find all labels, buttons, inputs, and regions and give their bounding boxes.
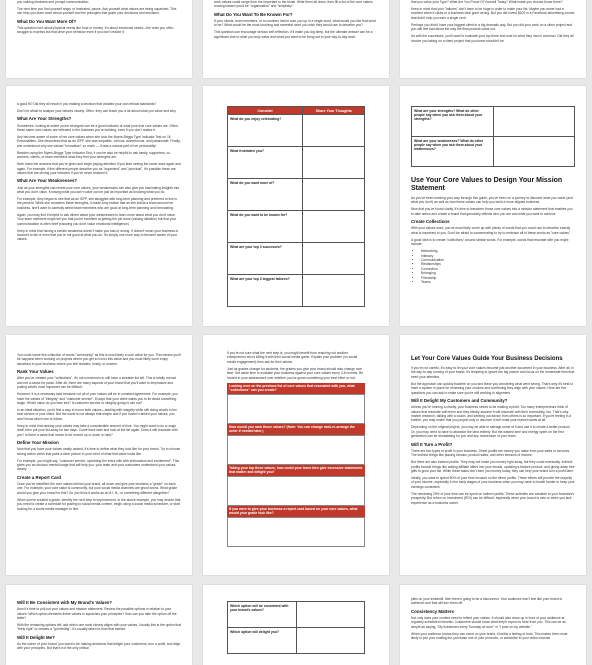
text: Keep in mind that your "failures" don't have to be huge in order to make your list. Maybe you never had a moment when it clicks or a business deal gone wrong. But you did invest $200 in a Facebook advertising course that didn't help you earn a single cent. (411, 7, 575, 20)
text: Any become aware of some of her core values when she took the Myers-Briggs Type Indicator Test on 16 Personalities. She discovered that as an ISFP, she was empathic, curious, adventurous, and passionate. Finally, she understood why she valued "innovation" so much — it was a natural part of her personality! (17, 135, 181, 148)
text: Again, you may find it helpful to ask others about your weaknesses to learn more about what you don't value. Your team members might tell you that you're excellent at getting the job done (valuing initiative) but that your communication is often brief (showing you don't value emotional intelligence). (17, 212, 177, 226)
text: a good fit? Did they all result in you making a decision that violated your own ethical standards? (17, 102, 157, 106)
text: work values could range from the important to the trivial. Write them all down, then fill a list of the core values moving toward you'd be "organization" and "simplicity." (214, 0, 373, 9)
text: With the remaining options left, ask which one most closely aligns with your values. Usually this is the option that "feels right" or creates a "gut feeling". It's usually taken to trust that instinct. (17, 623, 182, 632)
page-12 (400, 585, 586, 665)
text: that you value your Type? What Are You Proud Of Yourself Today? What made you choose those three? (411, 0, 563, 4)
text: Besides using the Myers-Briggs Type Indicator Test, it can be also be helpful to ask family, supporters, co-workers, clients, or team members what they feel your strengths are. (17, 150, 172, 160)
text: As you've been working your way through this guide, you've been on a journey to discover what you value (and what you don't) as well as how these values can help you build a more aligned business. (411, 196, 573, 205)
page-4 (6, 86, 192, 326)
answer-field[interactable] (303, 243, 365, 275)
text: If your clients, team members, or co-workers had to sum you up in a single word, what would you like that word to be? What would be the most touching and sweetest word you wish they would use to describe you? (214, 19, 376, 28)
question: What are your top 3 successes? (228, 243, 303, 275)
answer-field[interactable] (296, 602, 365, 628)
text: With your values work, you've most likely come up with plenty of words that you could use to describe exactly what is important to you. Don't be afraid to concentrating to try to embrace all of these words as "core values". (411, 226, 572, 235)
text: You could name this collection of words "community" as this is most likely a core value for you. This means you'll be happiest when working on projects where you get to honor this value and you most likely won't enjoy situations in your business where you feel isolated, lonely, or unseen. (17, 353, 181, 366)
section-title: Use Your Core Values to Design Your Mission Statement (411, 177, 563, 192)
answer-field[interactable] (227, 476, 365, 506)
text: There are two types of profit in your business. Direct profits are money you make from your sales or services. The indirect things like placing ebooks, product sales, and other streams of income. (411, 448, 571, 458)
list-item: • Teams (421, 280, 575, 284)
answer-field[interactable] (493, 137, 575, 167)
worksheet-table (227, 106, 365, 307)
text: Just as grades change for students, the grades you give your brand should also change over time. Set aside time to evaluate your business against your core values every 3-6 months. Be honest in your assessment over whether you've grown something your best effort or not. (227, 366, 364, 380)
question: What frustrates you? (228, 147, 303, 179)
text: As the owner of your brand, you want to be making decisions that delight your customers, turn a profit, and align with your principles. But that's not the only critical (17, 642, 181, 651)
text: After you've created your "collections", it's not uncommon to still have a sizeable list left. This is totally normal and not a cause for panic. After all, there are many aspects of your brand that you'll want to emphasize and putting what's most important can be difficult. (17, 376, 176, 390)
text: If you're not sure what the next step is, you might benefit from reaching out another entrepreneur who's killing it with their social media game. Explain your problem (no social media engagement) then ask for their advice. (227, 351, 358, 364)
text: Perhaps you didn't have your biggest client in a big dramatic way. But you did your work on a client project and you still feel bad about the way the final product came out. (411, 22, 573, 32)
answer-field[interactable] (227, 435, 365, 465)
text: A good idea is to create "collections" around similar words. For example, words that resonate with you might include: (411, 237, 569, 247)
text: If you're not careful, it's easy to let your core values become just another document in your business. After all, in the day-to-day running of your brand, it's tempting to ignore the big picture and focus on the immediate fires that need your attention. (411, 366, 575, 379)
page-7 (6, 335, 192, 575)
text: Ideally, you want to spend 80% of your time focused on the direct profits. These efforts will provide the majority of your income, especially in the early stages of your business when you may have to hustle harder to keep your earnings consistent. (411, 476, 575, 489)
text: Keep in mind that ranking your values may take a considerable amount of time. You might want to do a rough draft, then put your list away for two days. Come back later and look at the list again. Does it still resonate with you? Is there a value that needs to be moved up or down in rank? (17, 423, 178, 437)
text: Once you've identified the core values behind your brand, all down and give your business a "grade" on each one. For example, your core value is community, but your social media channels are ghost towns. What grade would you give your brand for this? Do you think it works as an A+, B-, or something different altogether? (17, 482, 178, 495)
page-11 (203, 585, 389, 665)
text: Keep in mind that having a certain weakness doesn't make you bad or wrong. It doesn't mean your business is doomed to fail or even that you're not good at what you do. It's simply one more way to become aware of your values. (17, 228, 179, 242)
text: However, it is a necessary task because not all of your values will be in constant agreement. For example, you have the values of "integrity" and "customer service". Except that your client wants you to lie about something tragic. Which value do you lean into? Is customer service or integrity going to win out? (17, 392, 178, 406)
text: This question isn't about physical needs like food or money. It's about emotional needs—the ones you often struggle to express but that drive your behavior even if you don't realize it. (17, 26, 174, 35)
list-item: • Networking (421, 249, 575, 253)
question: Which option will delight you? (228, 628, 297, 654)
heading: What Are Your Weaknesses? (17, 178, 78, 184)
heading: Will It Delight Me? (17, 634, 55, 640)
answer-field[interactable] (303, 211, 365, 243)
text: Depending on the original project, you may be able to salvage some of it and use it to create a better product. Or, you may need to have to abandon the idea entirely. But the wasted time and energy spent on the first generation can be devastating for you and any momentum of your team. (411, 425, 571, 439)
text: When your audience knows they can count on your brand, it builds a feeling of trust. This makes them most likely to join your mailing list, purchase one of your products, or subscribe to your video channel. (411, 631, 568, 641)
heading: Rank Your Values (17, 369, 54, 375)
text: Not only does your content need to reflect your values. It should also show up in front of your audience at regularly scheduled intervals. Customers should know what they'll expect to hear from you. This can be as simple as saying, "My livestream every Tuesday at noon" or "I post on my website." (411, 616, 566, 629)
page-10 (6, 585, 192, 665)
text: you valuing kindness and prompt communication. (17, 0, 90, 4)
text: But there are also indirect profits. They may not make you money right away, but they could eventually. Indirect profits include things like adding affiliate offers into your emails, updating a feature product, and giving away free gifts to grow your list. While these tasks don't earn you money today, they can help your brand turn a profit later. (411, 460, 575, 474)
worksheet-prompt: If you were to give your business a report card based on your core values, what would your grade look like? (227, 506, 365, 517)
question: What do you enjoy celebrating? (228, 115, 303, 147)
list-item: • Connection (421, 267, 575, 271)
section-title: Let Your Core Values Guide Your Business Decisions (411, 356, 563, 362)
text: Note down the answers that you're given and begin paying attention if you start seeing the same word again and again. For example, if five different people describe you as "organized" and "punctual", it's possible these are values that are driving your behavior if you've never realized it. (17, 162, 181, 176)
text: The next time you find yourself angry or frustrated, pause. Ask yourself what values are being squashed. This can help you learn more about yourself and the principles that guide your decisions and emotions. (17, 7, 177, 16)
text: Sometimes, looking at where you're strongest can be a good indicator of what your true core values are. Often, these same core values are reflected in the business you're building, even if you don't realize it. (17, 123, 179, 132)
text: In an ideal situation, you'd find a way to honor both values—leading with integrity while still doing what's in the best service of your client. But the world is not always that simple and if you haven't ranked your values, you won't know which one to follow. (17, 408, 177, 421)
column-header: Share Your Thoughts (303, 107, 365, 115)
list-item: • Communication (421, 258, 575, 262)
worksheet-prompt: Taking your top three values, how could your team then give excessive statements that matter and delight you? (227, 465, 365, 476)
text: This question can encourage serious self-reflection. It'll make you dig deep, but the ultimate answer can be a significant clue to what you truly value and what you want to be living out in your day-to-day work. (214, 30, 373, 39)
heading: Define Your Mission (17, 440, 59, 446)
worksheet-prompt: Looking over on the previous list of core values that resonated with you, what "collections" can you create? (227, 383, 365, 394)
worksheet-table (227, 601, 365, 654)
page-5 (203, 86, 389, 326)
worksheet-table (411, 106, 575, 167)
text: Now that you have your values neatly ranked, it's time to define what they look like for your brand. Try to choose strong action verbs that paint a clear picture in your mind of what that value looks like. (17, 447, 181, 456)
page-3 (400, 0, 586, 78)
page-9 (400, 335, 586, 575)
text: For example, Amy began to see that as an ISFP, she struggled with long-term planning and preferred to live in the present. While she considers these strengths, it made Amy realize that as she builds a team around her business, she'll want to carefully select team members who are good at long-term planning and forecasting. (17, 197, 178, 210)
answer-field[interactable] (493, 107, 575, 137)
text: As with the successes, you'll want to evaluate your top three and look for what they had in common. Did they all involve you taking on a client project that you knew shouldn't be (411, 34, 574, 43)
text: For example, you might say, "customer service, upholding the extra mile with enthusiasm and excitement". This gives you an obvious mental image that will help you, your team and your customers understand your values clearly. (17, 458, 180, 472)
answer-field[interactable] (296, 628, 365, 654)
heading: Will It Be Consistent with My Brand's Values? (17, 600, 112, 605)
answer-field[interactable] (303, 147, 365, 179)
text: Just as your strengths can reveal your core values, your weaknesses can also give you fascinating insights into what you don't value. Knowing what you don't value can be just as important as knowing what you do. (17, 185, 180, 195)
answer-field[interactable] (227, 517, 365, 547)
page-8 (203, 335, 389, 575)
list-item: • Belonging (421, 271, 575, 275)
heading: Will It Delight My Customers and Community? (411, 398, 508, 404)
answer-field[interactable] (303, 179, 365, 211)
question: What do you want to be known for? (228, 211, 303, 243)
column-header: Consider (228, 107, 303, 115)
page-1 (6, 0, 192, 78)
text: Unless you're running a charity, your business needs to be making a profit. Too many entrepreneurs think of values that resonate with them and they blindly assume it will resonate with their community, too. That's why market research, talking with a coach, and seeking out advice from others is so important. If you're feeling in a bubble, you may notice that you project only to discover it isn't what your market wants at all. (411, 405, 572, 423)
page-2 (203, 0, 389, 78)
text: Don't be afraid to analyze your failures closely. Often, they can teach you a lot about what you value and why. (17, 109, 177, 113)
text: Now that you've found clarity, it's time to transform those core values into a mission statement that enables you to take action and create a brand that genuinely reflects who you are and what you want to achieve. (411, 207, 573, 216)
answer-field[interactable] (227, 394, 365, 424)
page-6 (400, 86, 586, 326)
heading: Create Collections (411, 219, 450, 225)
question: What are your top 3 biggest failures? (228, 275, 303, 307)
answer-field[interactable] (303, 115, 365, 147)
text: But the approach can quickly backfire on you and leave you wondering what went wrong. That's why it's best to have a system in place for reviewing your choices and confirming they align with your values. Here are five questions you can ask to make sure you're still working in alignment. (411, 381, 573, 395)
heading: What Are Your Strengths? (17, 116, 72, 122)
heading: Create a Report Card (17, 474, 61, 480)
question: Which option will be consistent with your brand's values? (228, 602, 297, 628)
bullet-list (421, 249, 575, 284)
text: When you've created a grade, identify the next step to improvement. In the above example, you may decide that you need to create a schedule for posting to social media content, begin using a social media scheduler, or start looking for a social media manager to hire. (17, 497, 181, 511)
list-item: • Friendship (421, 276, 575, 280)
question: What are your strengths? What do other people say when you ask them about your strengths? (412, 107, 494, 137)
worksheet-prompt: Now would you rank those values? (Note: You can change rank-re-arrange the order if needed later.) (227, 424, 365, 435)
text: piles on your treadmill, then there's going to be a disconnect. Your audience won't feel like your brand is authentic and that will turn them off. (411, 597, 562, 606)
text: Now it's time to pull out your values and mission statement. Review the possible options in relation to your values. Which option elements these values or squashes your principles? How can you take the option off the table? (17, 607, 177, 620)
heading: What Do You Want More Of? (17, 18, 77, 24)
list-item: • Intimacy (421, 254, 575, 258)
text: The remaining 20% of your time can be spent on indirect profits. These activities are valuable to your business's prosperity. But return on investment (ROI) can be difficult, especially when your brand is new or when you lack experience as a business owner. (411, 491, 575, 505)
heading: Consistency Matters (411, 608, 454, 614)
heading: What Do You Want To Be Known For? (214, 11, 293, 17)
heading: Will It Turn a Profit? (411, 441, 453, 447)
answer-field[interactable] (303, 275, 365, 307)
list-item: • Relationships (421, 262, 575, 266)
question: What do you want more of? (228, 179, 303, 211)
question: What are your weaknesses? What do other people say when you ask them about your weaknesses? (412, 137, 494, 167)
